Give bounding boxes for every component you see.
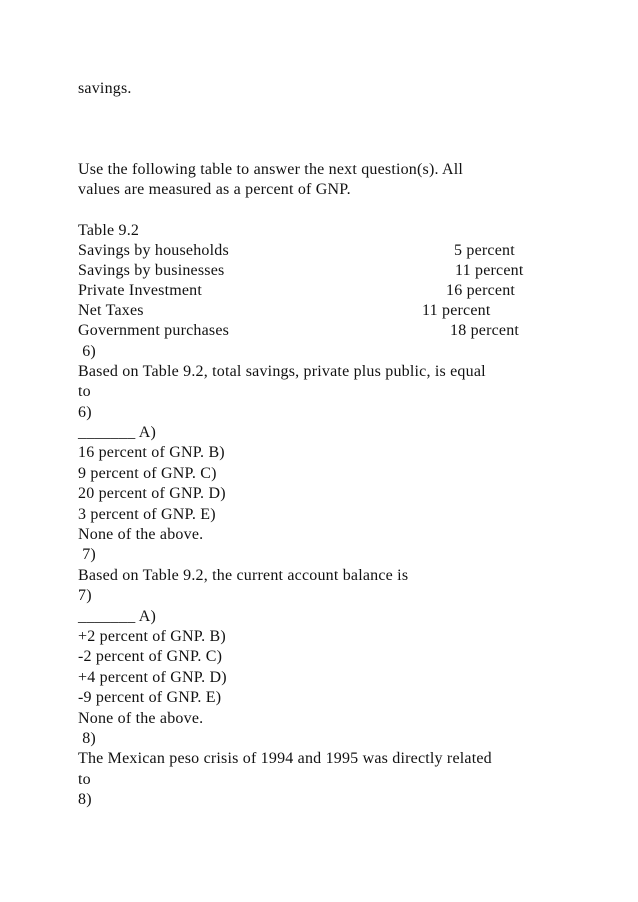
question-6-option-b: 9 percent of GNP. C) xyxy=(78,465,217,482)
instructions-line-1: Use the following table to answer the next question(s). All xyxy=(78,161,464,178)
question-8-stem-line-1: The Mexican peso crisis of 1994 and 1995 was directly related xyxy=(78,750,492,767)
question-6-option-c: 20 percent of GNP. D) xyxy=(78,485,226,502)
table-row-label: Net Taxes xyxy=(78,302,144,319)
question-7-option-b: -2 percent of GNP. C) xyxy=(78,648,223,665)
question-6-answer-blank: _______ A) xyxy=(78,424,156,441)
question-7-option-d: -9 percent of GNP. E) xyxy=(78,689,222,706)
question-6-number: 6) xyxy=(78,404,92,421)
table-row-label: Savings by businesses xyxy=(78,262,225,279)
question-6-number-lead: 6) xyxy=(78,343,96,360)
question-6-option-a: 16 percent of GNP. B) xyxy=(78,444,225,461)
table-row-label: Savings by households xyxy=(78,242,229,259)
table-row xyxy=(78,241,515,261)
question-8-stem-line-2: to xyxy=(78,771,91,788)
table-row-value: 16 percent xyxy=(446,282,516,299)
instructions-line-2: values are measured as a percent of GNP. xyxy=(78,181,351,198)
question-6-stem-line-1: Based on Table 9.2, total savings, private plus public, is equal xyxy=(78,363,486,380)
table-row xyxy=(78,281,516,301)
question-7-stem-line-1: Based on Table 9.2, the current account balance is xyxy=(78,567,409,584)
question-7-answer-blank: _______ A) xyxy=(78,608,156,625)
table-row-label: Private Investment xyxy=(78,282,203,299)
question-7-option-c: +4 percent of GNP. D) xyxy=(78,669,227,686)
table-row xyxy=(78,261,524,281)
question-7-option-e: None of the above. xyxy=(78,710,204,727)
table-row-value: 5 percent xyxy=(454,242,515,259)
question-7-number-lead: 7) xyxy=(78,546,96,563)
table-title: Table 9.2 xyxy=(78,222,140,239)
table-row xyxy=(78,301,491,321)
savings-word: savings. xyxy=(78,80,132,97)
question-6-stem-line-2: to xyxy=(78,383,91,400)
table-row-value: 18 percent xyxy=(450,322,520,339)
table-row-label: Government purchases xyxy=(78,322,230,339)
question-6-option-d: 3 percent of GNP. E) xyxy=(78,506,216,523)
question-8-number: 8) xyxy=(78,791,92,808)
question-7-option-a: +2 percent of GNP. B) xyxy=(78,628,226,645)
question-8-number-lead: 8) xyxy=(78,730,96,747)
question-7-number: 7) xyxy=(78,587,92,604)
table-row xyxy=(78,321,520,341)
table-row-value: 11 percent xyxy=(422,302,491,319)
table-row-value: 11 percent xyxy=(455,262,524,279)
question-6-option-e: None of the above. xyxy=(78,526,204,543)
